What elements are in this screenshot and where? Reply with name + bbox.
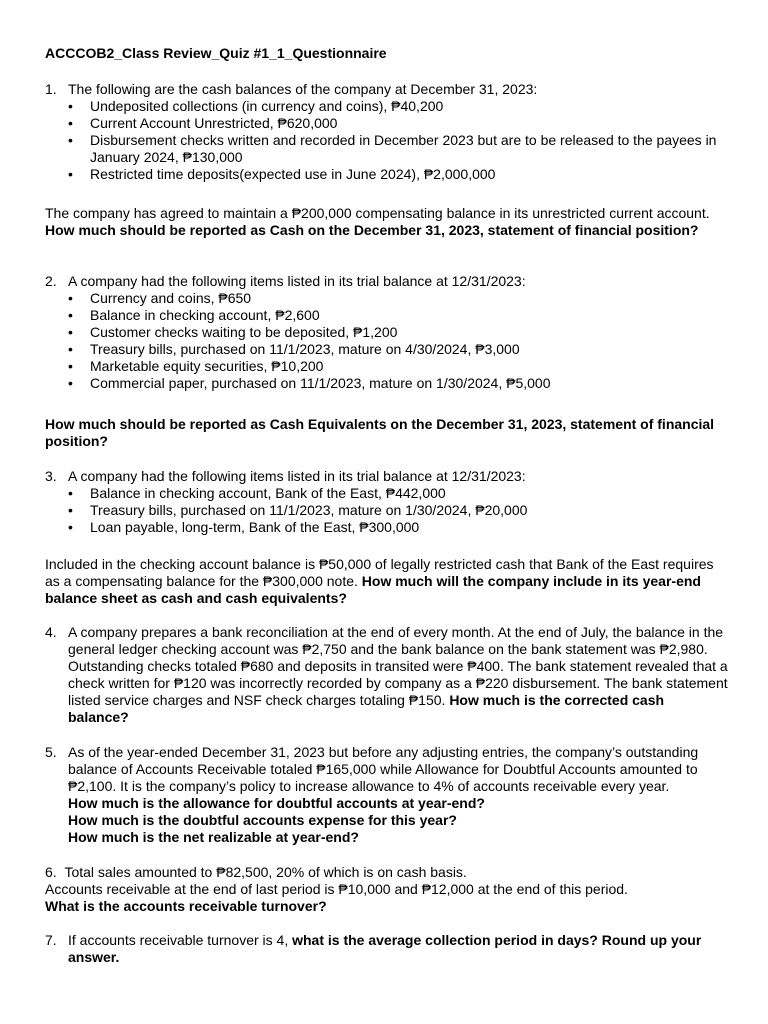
list-item: • Marketable equity securities, ₱10,200: [68, 358, 728, 375]
question-6: [45, 864, 728, 915]
question-text: Total sales amounted to ₱82,500, 20% of which is on cash basis.: [64, 864, 467, 880]
question-prompt: How much is the allowance for doubtful accounts at year-end?: [68, 795, 485, 811]
question-text-line-2: Accounts receivable at the end of last period is ₱10,000 and ₱12,000 at the end of this period.: [45, 881, 628, 897]
question-4: [45, 624, 728, 726]
paragraph-text: The company has agreed to maintain a ₱200,000 compensating balance in its unrestricted current account.: [45, 205, 710, 221]
question-text: A company prepares a bank reconciliation at the end of every month. At the end of July, the balance in the general ledger checking account was ₱2,750 and the bank balance on the bank statement was ₱2,980. Outstanding checks totaled ₱680 and deposits in transited were ₱400. The bank statement revealed that a check written for ₱120 was incorrectly recorded by company as a ₱220 disbursement. The bank statement listed service charges and NSF check charges totaling ₱150.: [68, 624, 728, 708]
question-2-paragraph: [45, 416, 728, 450]
question-number: 1.: [45, 81, 57, 97]
question-5: [45, 744, 728, 846]
question-number: 7.: [45, 932, 57, 948]
list-item: • Restricted time deposits(expected use in June 2024), ₱2,000,000: [68, 166, 728, 183]
question-1-paragraph: [45, 205, 728, 239]
question-prompt: How much should be reported as Cash on the December 31, 2023, statement of financial position?: [45, 222, 699, 238]
question-text: If accounts receivable turnover is 4,: [68, 932, 293, 948]
question-number: 2.: [45, 273, 57, 289]
list-item: • Treasury bills, purchased on 11/1/2023, mature on 4/30/2024, ₱3,000: [68, 341, 728, 358]
question-prompt: How much is the doubtful accounts expense for this year?: [68, 812, 457, 828]
question-intro: The following are the cash balances of the company at December 31, 2023:: [68, 81, 538, 97]
question-intro: A company had the following items listed in its trial balance at 12/31/2023:: [68, 468, 526, 484]
question-prompt: How much is the net realizable at year-end?: [68, 829, 359, 845]
question-text: As of the year-ended December 31, 2023 but before any adjusting entries, the company’s outstanding balance of Accounts Receivable totaled ₱165,000 while Allowance for Doubtful Accounts amounted to ₱2,100. It is the company’s policy to increase allowance to 4% of accounts receivable every year.: [68, 744, 699, 794]
item-list: [45, 290, 728, 392]
document-title: ACCCOB2_Class Review_Quiz #1_1_Questionnaire: [45, 45, 387, 61]
question-1: [45, 81, 728, 183]
list-item: • Balance in checking account, ₱2,600: [68, 307, 728, 324]
list-item: • Treasury bills, purchased on 11/1/2023, mature on 1/30/2024, ₱20,000: [68, 502, 728, 519]
list-item: • Commercial paper, purchased on 11/1/2023, mature on 1/30/2024, ₱5,000: [68, 375, 728, 392]
question-prompt: How much is the corrected cash balance?: [68, 692, 665, 725]
question-intro: A company had the following items listed in its trial balance at 12/31/2023:: [68, 273, 526, 289]
list-item: • Customer checks waiting to be deposited, ₱1,200: [68, 324, 728, 341]
question-7: [45, 932, 728, 966]
list-item: • Loan payable, long-term, Bank of the East, ₱300,000: [68, 519, 728, 536]
question-number: 4.: [45, 624, 57, 640]
list-item: • Currency and coins, ₱650: [68, 290, 728, 307]
list-item: • Undeposited collections (in currency and coins), ₱40,200: [68, 98, 728, 115]
paragraph-text: Included in the checking account balance is ₱50,000 of legally restricted cash that Bank of the East requires as a compensating balance for the ₱300,000 note.: [45, 556, 714, 589]
question-3: [45, 468, 728, 536]
question-3-paragraph: [45, 556, 728, 607]
question-number: 5.: [45, 744, 57, 760]
question-number: 3.: [45, 468, 57, 484]
question-number: 6.: [45, 864, 57, 880]
question-2: [45, 273, 728, 392]
list-item: • Current Account Unrestricted, ₱620,000: [68, 115, 728, 132]
question-prompt: What is the accounts receivable turnover?: [45, 898, 327, 914]
item-list: [45, 98, 728, 183]
list-item: • Balance in checking account, Bank of the East, ₱442,000: [68, 485, 728, 502]
question-prompt: How much should be reported as Cash Equivalents on the December 31, 2023, statement of financial position?: [45, 416, 715, 449]
list-item: • Disbursement checks written and recorded in December 2023 but are to be released to the payees in January 2024, ₱130,000: [68, 132, 728, 166]
question-prompt: what is the average collection period in days? Round up your answer.: [68, 932, 702, 965]
question-prompt: How much will the company include in its year-end balance sheet as cash and cash equivalents?: [45, 573, 701, 606]
item-list: [45, 485, 728, 536]
